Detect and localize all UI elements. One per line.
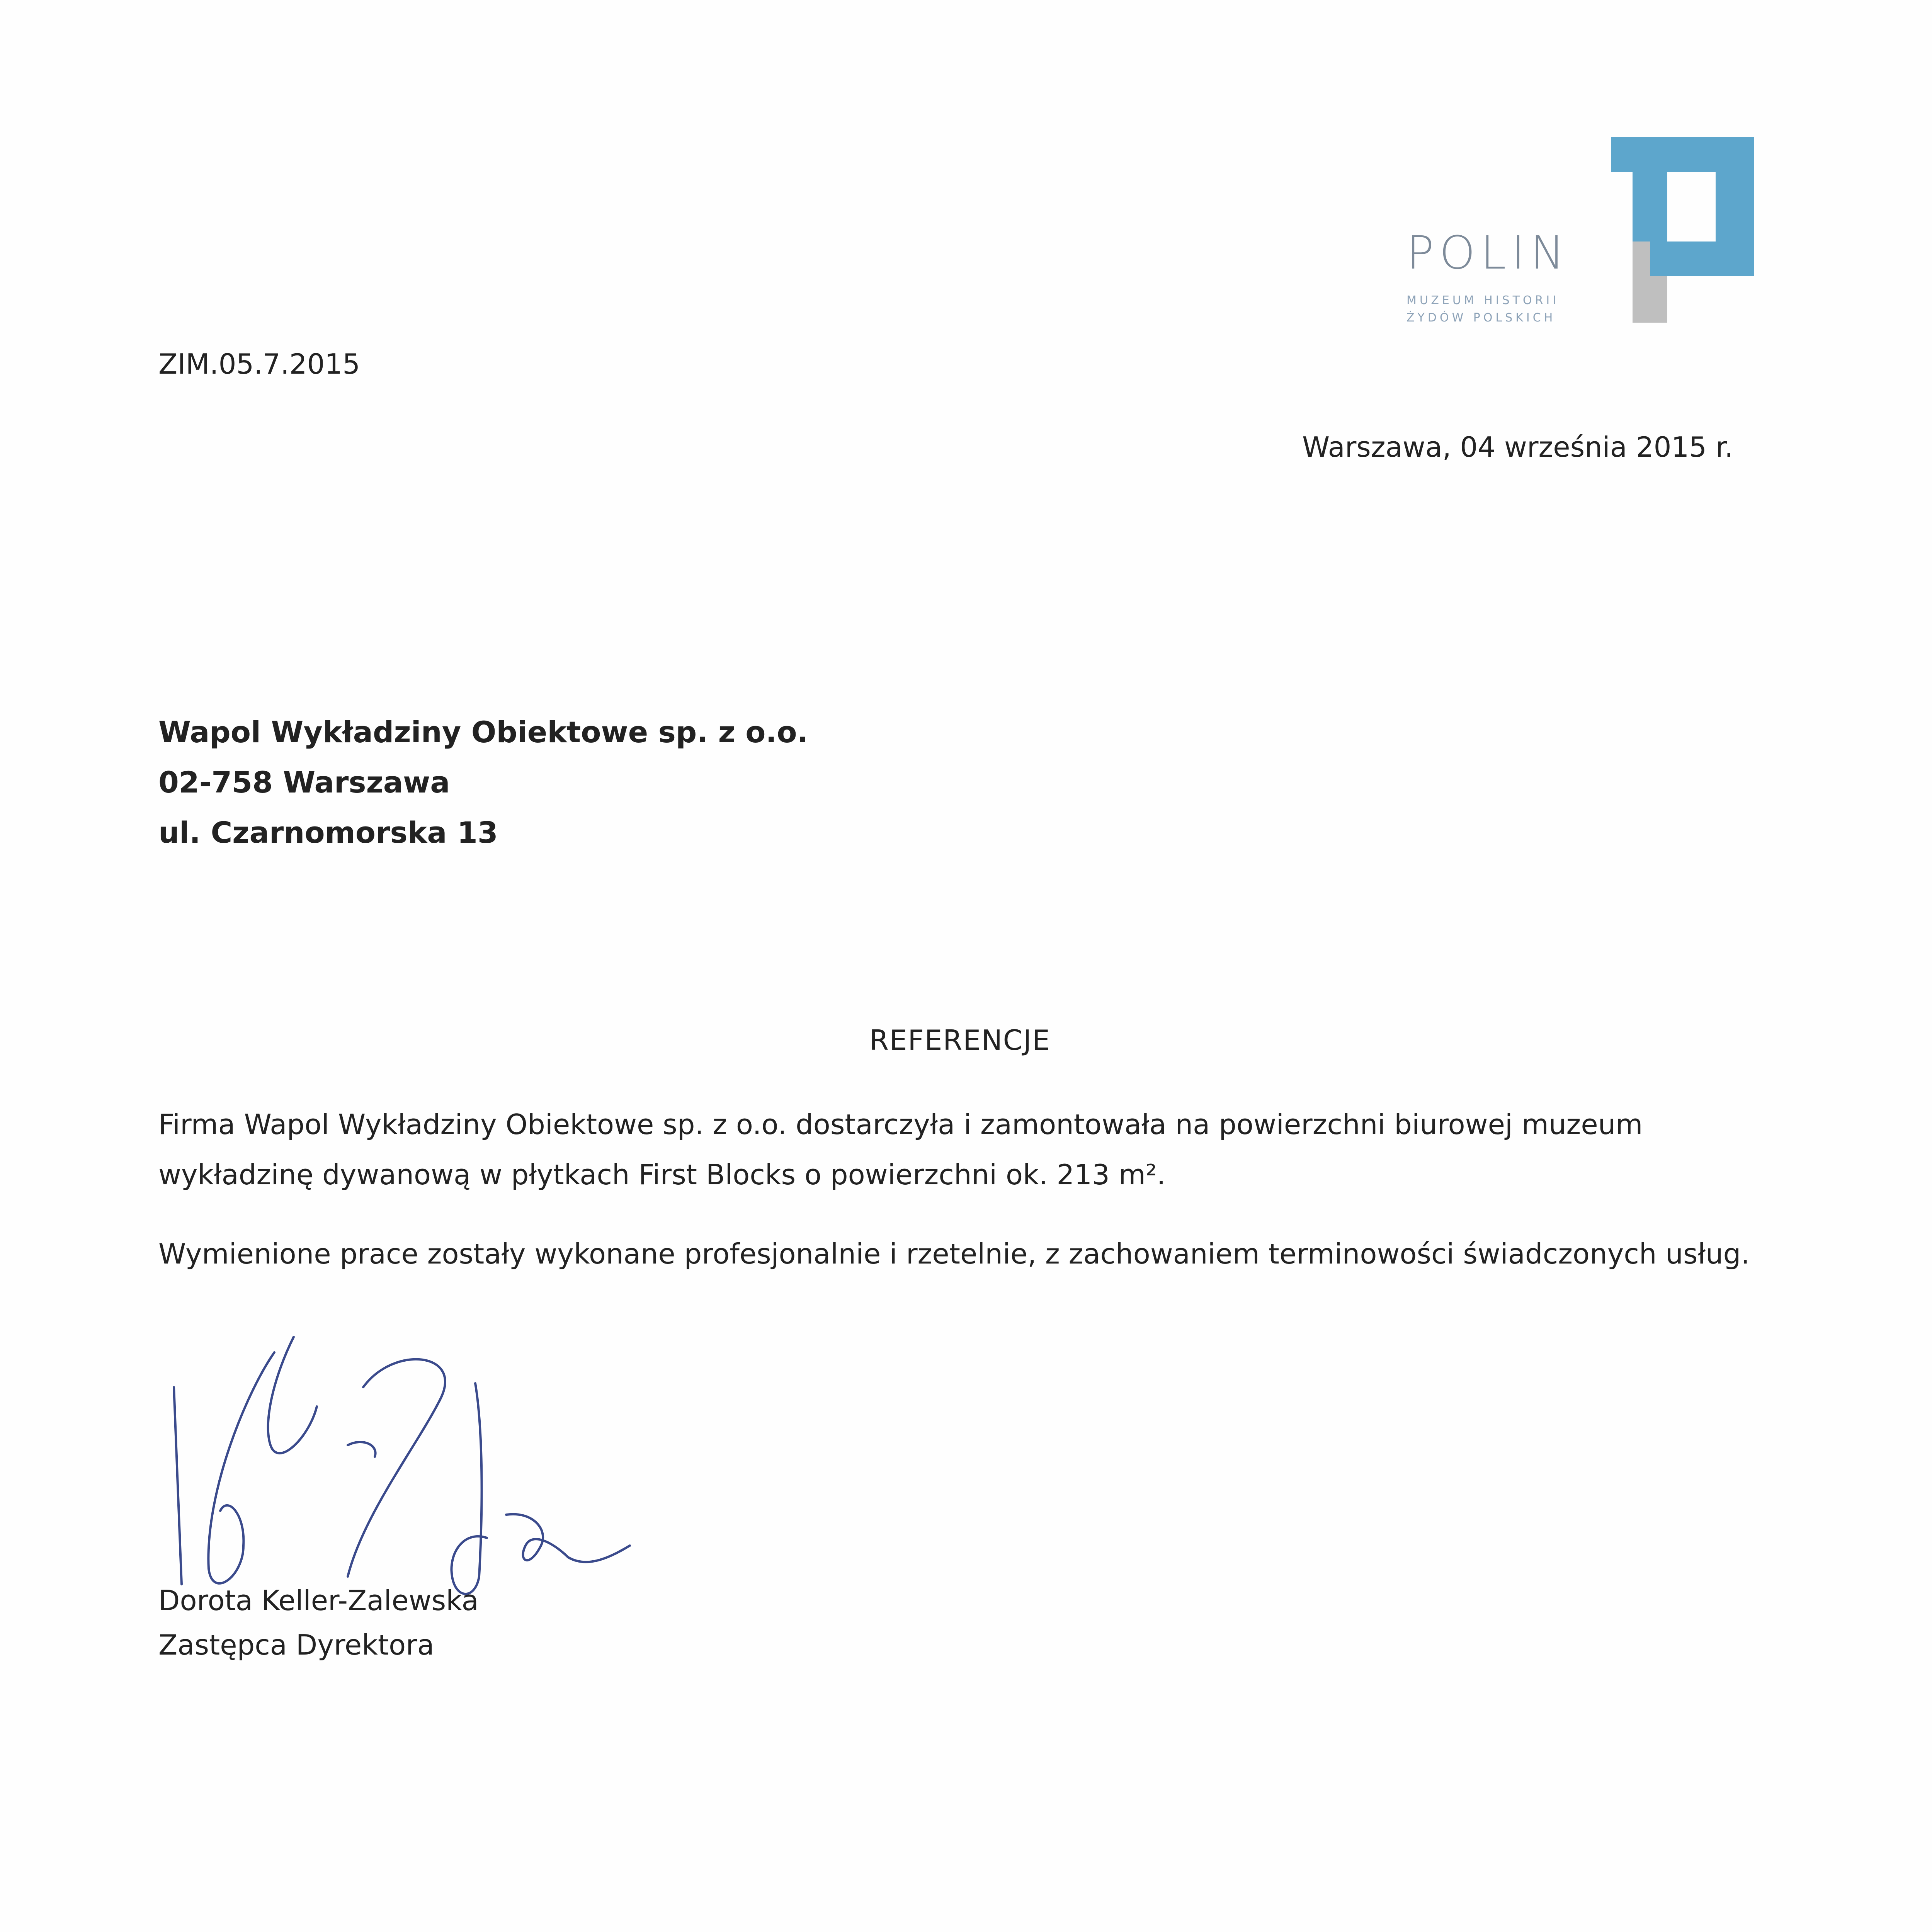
signer-name: Dorota Keller-Zalewska	[158, 1584, 479, 1617]
reference-number: ZIM.05.7.2015	[158, 348, 360, 380]
polin-p-icon	[1611, 137, 1754, 323]
body-paragraph-2: Wymienione prace zostały wykonane profesjonalnie i rzetelnie, z zachowaniem terminowości świadczonych usług.	[158, 1238, 1750, 1270]
addressee-block	[158, 707, 808, 858]
body-paragraph-1: Firma Wapol Wykładziny Obiektowe sp. z o.o. dostarczyła i zamontowała na powierzchni biurowej muzeum wykładzinę dywanową w płytkach First Blocks o powierzchni ok. 213 m².	[158, 1108, 1643, 1191]
addressee-street: ul. Czarnomorska 13	[158, 815, 498, 850]
logo-subtitle-line2: ŻYDÓW POLSKICH	[1406, 311, 1556, 325]
signer-block	[158, 1578, 479, 1667]
signer-role: Zastępca Dyrektora	[158, 1629, 434, 1661]
place-and-date: Warszawa, 04 września 2015 r.	[1302, 431, 1733, 463]
logo-wordmark: POLIN	[1406, 226, 1570, 279]
letter-title: REFERENCJE	[869, 1024, 1051, 1056]
logo-subtitle-line1: MUZEUM HISTORII	[1406, 294, 1560, 307]
addressee-company: Wapol Wykładziny Obiektowe sp. z o.o.	[158, 715, 808, 749]
polin-logo	[1406, 137, 1754, 323]
addressee-city: 02-758 Warszawa	[158, 765, 450, 799]
